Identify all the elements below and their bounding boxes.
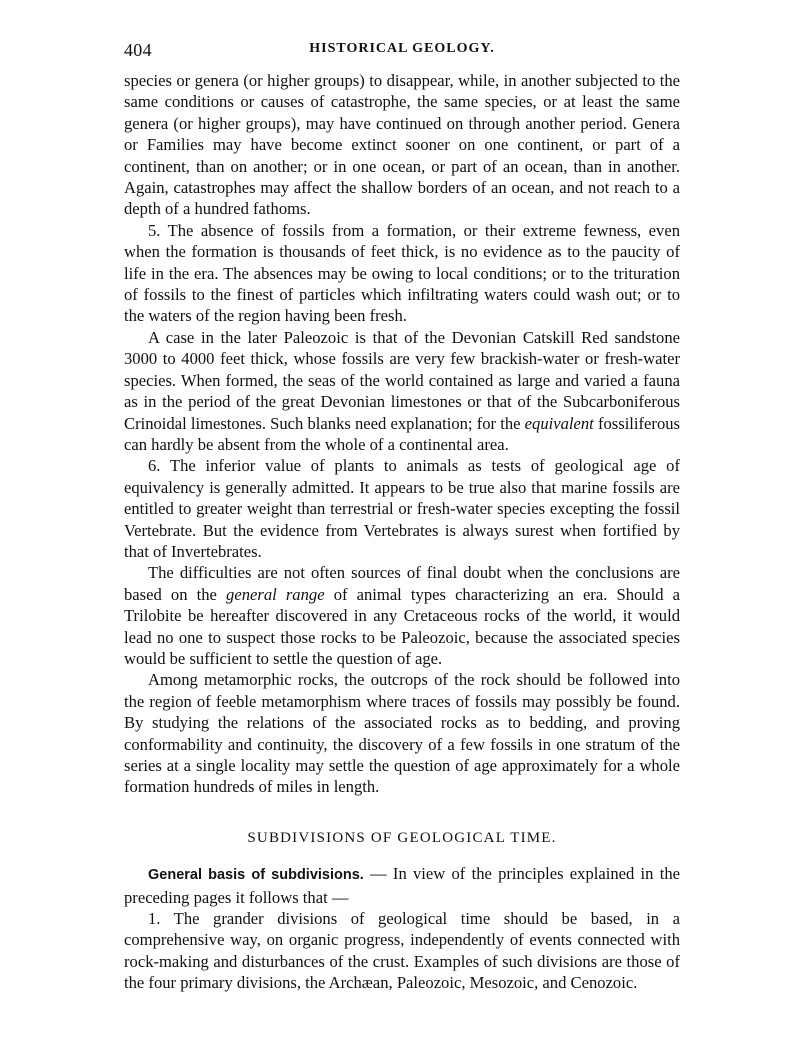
running-title: HISTORICAL GEOLOGY. — [309, 41, 495, 56]
general-basis-text: — In view of the principles explained in the preceding pages it follows that — — [124, 864, 680, 907]
paragraph-point-5: 5. The absence of fossils from a formation, or their extreme fewness, even when the formation is thousands of feet thick, is no evidence as to the paucity of life in the era. The absences may be owing to local conditions; or to the trituration of fossils to the finest of particles which infiltrating waters could wash out; or to the waters of the region having been fresh. — [124, 220, 680, 326]
paragraph-difficulties — [124, 562, 680, 669]
paragraph-continued: species or genera (or higher groups) to disappear, while, in another subjected to the same conditions or causes of catastrophe, the same species, or at least the same genera (or higher groups), may have continued on through another period. Genera or Families may have become extinct sooner on one continent, or part of a continent, than on another; or in one ocean, or part of an ocean, than in another. Again, catastrophes may affect the shallow borders of an ocean, and not reach to a depth of a hundred fathoms. — [124, 71, 680, 219]
paragraph-point-6: 6. The inferior value of plants to animals as tests of geological age of equivalency is generally admitted. It appears to be true also that marine fossils are entitled to greater weight than terrestrial or fresh-water species excepting the fossil Vertebrate. But the evidence from Vertebrates is always surest when fortified by that of Invertebrates. — [124, 456, 680, 561]
difficulties-text-b: of animal types characterizing an era. Should a Trilobite be hereafter discovered in any Cretaceous rocks of the world, it would lead no one to suspect those rocks to be Paleozoic, because the associated species would be sufficient to settle the question of age. — [124, 584, 680, 668]
section-heading: SUBDIVISIONS OF GEOLOGICAL TIME. — [247, 829, 557, 846]
catskill-emphasis: equivalent — [524, 413, 594, 433]
body-text — [124, 70, 680, 994]
paragraph-catskill — [124, 327, 680, 455]
paragraph-metamorphic: Among metamorphic rocks, the outcrops of the rock should be followed into the region of feeble metamorphism where traces of fossils may possibly be found. By studying the relations of the associated rocks as to bedding, and proving conformability and continuity, the discovery of a few fossils in one stratum of the series at a single locality may settle the question of age approximately for a whole formation hundreds of miles in length. — [124, 670, 680, 797]
difficulties-text-a: The difficulties are not often sources of final doubt when the conclusions are based on the — [124, 563, 680, 604]
paragraph-item-1: 1. The grander divisions of geological time should be based, in a comprehensive way, on organic progress, independently of events connected with rock-making and disturbances of the crust. Examples of such divisions are those of the four primary divisions, the Archæan, Paleozoic, Mesozoic, and Cenozoic. — [124, 909, 680, 993]
page-number: 404 — [124, 40, 152, 60]
difficulties-emphasis: general range — [226, 584, 325, 604]
catskill-text-b: fossiliferous can hardly be absent from the whole of a continental area. — [124, 413, 680, 454]
catskill-text-a: A case in the later Paleozoic is that of the Devonian Catskill Red sandstone 3000 to 4000 feet thick, whose fossils are very few brackish-water or fresh-water species. When formed, the seas of the world contained as large and varied a fauna as in the period of the great Devonian limestones or that of the Subcarboniferous Crinoidal limestones. Such blanks need explanation; for the — [124, 327, 680, 433]
paragraph-general-basis — [124, 863, 680, 908]
run-in-title: General basis of subdivisions. — [148, 867, 364, 884]
running-head — [124, 40, 680, 66]
